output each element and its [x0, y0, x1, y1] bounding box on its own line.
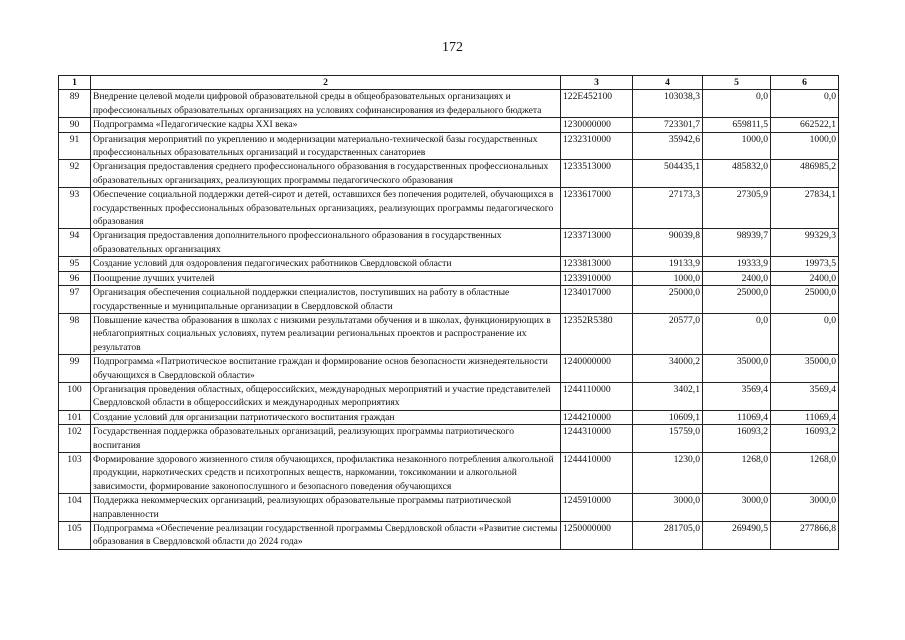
row-number-cell: 89 — [59, 90, 91, 118]
table-row — [59, 355, 839, 383]
amount-year1-cell: 35942,6 — [633, 132, 703, 160]
table-row — [59, 229, 839, 257]
item-name-cell: Повышение качества образования в школах с низкими результатами обучения и в школах, функционирующих в неблагоприятных социальных условиях, путем реализации региональных проектов и распространение их результатов — [91, 313, 561, 354]
amount-year1-cell: 15759,0 — [633, 425, 703, 453]
budget-code-cell: 1233813000 — [561, 257, 633, 271]
amount-year1-cell: 281705,0 — [633, 522, 703, 550]
table-row — [59, 286, 839, 314]
amount-year1-cell: 10609,1 — [633, 410, 703, 424]
amount-year2-cell: 269490,5 — [703, 522, 771, 550]
row-number-cell: 105 — [59, 522, 91, 550]
amount-year3-cell: 35000,0 — [771, 355, 839, 383]
item-name-cell: Формирование здорового жизненного стиля обучающихся, профилактика незаконного потребления алкогольной продукции, наркотических средств и психотропных веществ, наркомании, токсикомании и алкогольной зависимости, формирование законопослушного и безопасного поведения обучающихся — [91, 452, 561, 493]
amount-year3-cell: 277866,8 — [771, 522, 839, 550]
amount-year1-cell: 20577,0 — [633, 313, 703, 354]
row-number-cell: 95 — [59, 257, 91, 271]
item-name-cell: Подпрограмма «Патриотическое воспитание граждан и формирование основ безопасности жизнедеятельности обучающихся в Свердловской области» — [91, 355, 561, 383]
amount-year1-cell: 1230,0 — [633, 452, 703, 493]
budget-code-cell: 1240000000 — [561, 355, 633, 383]
amount-year3-cell: 1268,0 — [771, 452, 839, 493]
row-number-cell: 98 — [59, 313, 91, 354]
amount-year3-cell: 486985,2 — [771, 160, 839, 188]
budget-code-cell: 1233513000 — [561, 160, 633, 188]
budget-code-cell: 1232310000 — [561, 132, 633, 160]
amount-year2-cell: 11069,4 — [703, 410, 771, 424]
row-number-cell: 104 — [59, 494, 91, 522]
table-row — [59, 452, 839, 493]
amount-year3-cell: 16093,2 — [771, 425, 839, 453]
amount-year2-cell: 0,0 — [703, 90, 771, 118]
amount-year2-cell: 485832,0 — [703, 160, 771, 188]
amount-year1-cell: 504435,1 — [633, 160, 703, 188]
table-body — [59, 90, 839, 549]
budget-code-cell: 12352R5380 — [561, 313, 633, 354]
amount-year2-cell: 659811,5 — [703, 118, 771, 132]
amount-year2-cell: 0,0 — [703, 313, 771, 354]
amount-year1-cell: 3402,1 — [633, 382, 703, 410]
amount-year3-cell: 25000,0 — [771, 286, 839, 314]
amount-year2-cell: 2400,0 — [703, 271, 771, 285]
amount-year3-cell: 0,0 — [771, 90, 839, 118]
amount-year1-cell: 27173,3 — [633, 188, 703, 229]
budget-code-cell: 1233910000 — [561, 271, 633, 285]
amount-year2-cell: 98939,7 — [703, 229, 771, 257]
amount-year2-cell: 19333,9 — [703, 257, 771, 271]
amount-year2-cell: 3000,0 — [703, 494, 771, 522]
amount-year3-cell: 2400,0 — [771, 271, 839, 285]
row-number-cell: 90 — [59, 118, 91, 132]
budget-code-cell: 1233713000 — [561, 229, 633, 257]
item-name-cell: Подпрограмма «Обеспечение реализации государственной программы Свердловской области «Развитие системы образования в Свердловской области до 2024 года» — [91, 522, 561, 550]
table-row — [59, 90, 839, 118]
amount-year2-cell: 35000,0 — [703, 355, 771, 383]
amount-year3-cell: 11069,4 — [771, 410, 839, 424]
amount-year1-cell: 723301,7 — [633, 118, 703, 132]
item-name-cell: Обеспечение социальной поддержки детей-сирот и детей, оставшихся без попечения родителей, обучающихся в государственных профессиональных образовательных организациях, реализующих программы педагогического образования — [91, 188, 561, 229]
table-row — [59, 257, 839, 271]
row-number-cell: 99 — [59, 355, 91, 383]
table-row — [59, 188, 839, 229]
column-header: 3 — [561, 76, 633, 90]
row-number-cell: 92 — [59, 160, 91, 188]
row-number-cell: 102 — [59, 425, 91, 453]
table-header-row — [59, 76, 839, 90]
table-row — [59, 522, 839, 550]
amount-year2-cell: 1000,0 — [703, 132, 771, 160]
amount-year1-cell: 34000,2 — [633, 355, 703, 383]
budget-code-cell: 1244210000 — [561, 410, 633, 424]
amount-year3-cell: 27834,1 — [771, 188, 839, 229]
amount-year1-cell: 1000,0 — [633, 271, 703, 285]
budget-code-cell: 1244310000 — [561, 425, 633, 453]
table-row — [59, 382, 839, 410]
budget-code-cell: 1230000000 — [561, 118, 633, 132]
table-row — [59, 132, 839, 160]
row-number-cell: 103 — [59, 452, 91, 493]
amount-year3-cell: 19973,5 — [771, 257, 839, 271]
budget-code-cell: 1234017000 — [561, 286, 633, 314]
row-number-cell: 94 — [59, 229, 91, 257]
item-name-cell: Организация предоставления среднего профессионального образования в государственных профессиональных образовательных организациях, реализующих программы педагогического образования — [91, 160, 561, 188]
item-name-cell: Внедрение целевой модели цифровой образовательной среды в общеобразовательных организациях и профессиональных образовательных организациях на условиях софинансирования из федерального бюджета — [91, 90, 561, 118]
item-name-cell: Организация предоставления дополнительного профессионального образования в государственных образовательных организациях — [91, 229, 561, 257]
budget-code-cell: 122E452100 — [561, 90, 633, 118]
item-name-cell: Организация мероприятий по укреплению и модернизации материально-технической базы государственных профессиональных образовательных организаций и государственных санаториев — [91, 132, 561, 160]
table-row — [59, 271, 839, 285]
table-row — [59, 313, 839, 354]
item-name-cell: Создание условий для оздоровления педагогических работников Свердловской области — [91, 257, 561, 271]
amount-year3-cell: 3000,0 — [771, 494, 839, 522]
amount-year3-cell: 99329,3 — [771, 229, 839, 257]
row-number-cell: 91 — [59, 132, 91, 160]
amount-year1-cell: 19133,9 — [633, 257, 703, 271]
budget-table — [58, 75, 839, 550]
row-number-cell: 101 — [59, 410, 91, 424]
table-row — [59, 118, 839, 132]
row-number-cell: 100 — [59, 382, 91, 410]
amount-year2-cell: 16093,2 — [703, 425, 771, 453]
amount-year2-cell: 1268,0 — [703, 452, 771, 493]
item-name-cell: Поощрение лучших учителей — [91, 271, 561, 285]
amount-year2-cell: 25000,0 — [703, 286, 771, 314]
budget-code-cell: 1245910000 — [561, 494, 633, 522]
row-number-cell: 93 — [59, 188, 91, 229]
amount-year3-cell: 3569,4 — [771, 382, 839, 410]
row-number-cell: 96 — [59, 271, 91, 285]
budget-code-cell: 1244110000 — [561, 382, 633, 410]
amount-year3-cell: 662522,1 — [771, 118, 839, 132]
amount-year1-cell: 103038,3 — [633, 90, 703, 118]
page-number: 172 — [442, 40, 463, 55]
column-header: 1 — [59, 76, 91, 90]
budget-code-cell: 1250000000 — [561, 522, 633, 550]
amount-year3-cell: 1000,0 — [771, 132, 839, 160]
amount-year1-cell: 90039,8 — [633, 229, 703, 257]
amount-year2-cell: 3569,4 — [703, 382, 771, 410]
amount-year3-cell: 0,0 — [771, 313, 839, 354]
table-row — [59, 160, 839, 188]
item-name-cell: Государственная поддержка образовательных организаций, реализующих программы патриотического воспитания — [91, 425, 561, 453]
column-header: 6 — [771, 76, 839, 90]
item-name-cell: Организация проведения областных, общероссийских, международных мероприятий и участие представителей Свердловской области в общероссийских и международных мероприятиях — [91, 382, 561, 410]
table-row — [59, 410, 839, 424]
item-name-cell: Подпрограмма «Педагогические кадры XXI века» — [91, 118, 561, 132]
amount-year2-cell: 27305,9 — [703, 188, 771, 229]
row-number-cell: 97 — [59, 286, 91, 314]
item-name-cell: Организация обеспечения социальной поддержки специалистов, поступивших на работу в областные государственные и муниципальные организации в Свердловской области — [91, 286, 561, 314]
column-header: 4 — [633, 76, 703, 90]
amount-year1-cell: 3000,0 — [633, 494, 703, 522]
table-row — [59, 425, 839, 453]
budget-code-cell: 1233617000 — [561, 188, 633, 229]
budget-code-cell: 1244410000 — [561, 452, 633, 493]
item-name-cell: Поддержка некоммерческих организаций, реализующих образовательные программы патриотической направленности — [91, 494, 561, 522]
column-header: 5 — [703, 76, 771, 90]
column-header: 2 — [91, 76, 561, 90]
item-name-cell: Создание условий для организации патриотического воспитания граждан — [91, 410, 561, 424]
table-row — [59, 494, 839, 522]
amount-year1-cell: 25000,0 — [633, 286, 703, 314]
